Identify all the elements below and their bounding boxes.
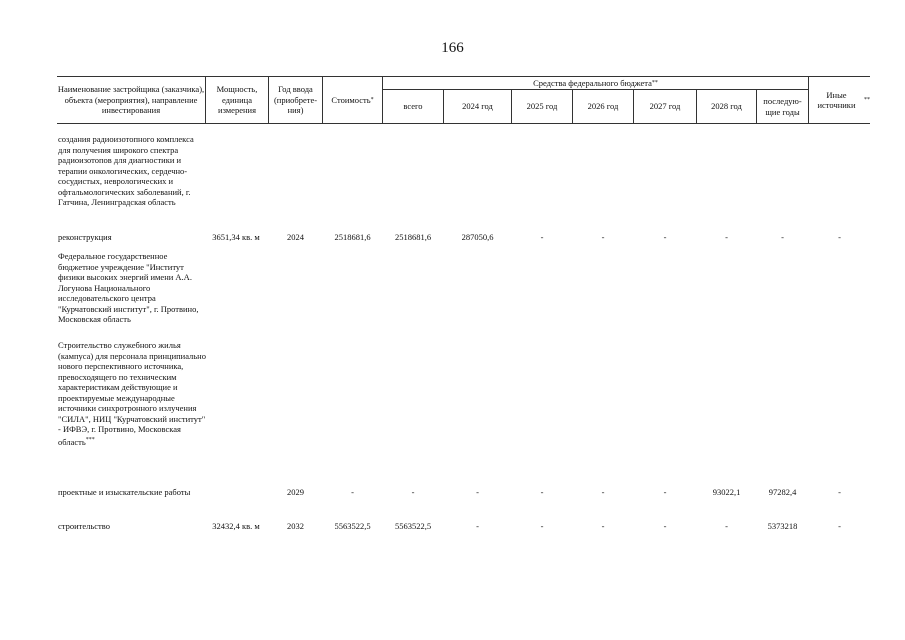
row-year: 2032 [287, 521, 304, 531]
block-description-3-text: Строительство служебного жилья (кампуса) для персонала принципиально нового перспективного источника, превосходящего по техническим характеристикам действующие и проектируемые международные источники синхротронного излучения "СИЛА", НИЦ "Курчатовский институт" - ИФВЭ, г. Протвино, Московская область [58, 340, 206, 447]
row-other: - [838, 232, 841, 242]
row-other: - [838, 487, 841, 497]
row-total: 2518681,6 [394, 232, 432, 242]
header-later: последую- щие годы [763, 96, 802, 117]
header-total: всего [403, 101, 423, 112]
row-name: реконструкция [58, 232, 112, 242]
header-federal [383, 77, 808, 89]
row-capacity: 3651,34 кв. м [212, 232, 260, 242]
header-capacity: Мощность, единица измерения [216, 84, 258, 116]
row-name: проектные и изыскательские работы [58, 487, 191, 497]
header-cost-label: Стоимость [331, 94, 371, 105]
header-cost [323, 77, 382, 123]
row-later: 5373218 [767, 521, 798, 531]
row-name: строительство [58, 521, 110, 531]
row-2027: - [663, 487, 667, 497]
header-2024: 2024 год [462, 101, 493, 112]
row-total: 5563522,5 [394, 521, 432, 531]
row-2026: - [601, 232, 605, 242]
header-other [809, 77, 870, 123]
header-other-mark: ** [864, 96, 870, 103]
row-2026: - [601, 521, 605, 531]
row-2024: 287050,6 [461, 232, 494, 242]
row-2027: - [663, 232, 667, 242]
row-2025: - [540, 521, 544, 531]
header-2025: 2025 год [526, 101, 558, 112]
row-2028: - [725, 521, 728, 531]
row-2027: - [663, 521, 667, 531]
row-year: 2024 [287, 232, 304, 242]
row-later: - [781, 232, 784, 242]
row-2025: - [540, 232, 544, 242]
header-2028: 2028 год [711, 101, 742, 112]
header-name: Наименование застройщика (заказчика), объекта (мероприятия), направление инвестирования [57, 84, 205, 116]
row-2024: - [476, 521, 479, 531]
row-year: 2029 [287, 487, 304, 497]
row-later: 97282,4 [768, 487, 797, 497]
row-2028: - [725, 232, 728, 242]
row-2026: - [601, 487, 605, 497]
page-number: 166 [441, 40, 464, 56]
row-other: - [838, 521, 841, 531]
header-federal-label: Средства федерального бюджета [533, 77, 652, 88]
header-cost-mark: * [370, 96, 374, 103]
header-2027: 2027 год [649, 101, 681, 112]
block-description-3 [58, 340, 208, 447]
row-2024: - [476, 487, 479, 497]
row-cost: 5563522,5 [334, 521, 371, 531]
header-federal-mark: ** [651, 79, 658, 86]
row-2025: - [540, 487, 544, 497]
row-2028: 93022,1 [712, 487, 741, 497]
block-description-3-mark: *** [85, 436, 95, 443]
block-description-1: создания радиоизотопного комплекса для получения широкого спектра радиоизотопов для диагностики и терапии онкологических, сердечно- сосудистых, неврологических и офтальмологических заболеваний, г. Гатчина, Ленинградская область [58, 134, 194, 207]
row-cost: - [351, 487, 354, 497]
row-capacity: 32432,4 кв. м [212, 521, 260, 531]
row-cost: 2518681,6 [334, 232, 371, 242]
header-2026: 2026 год [587, 101, 619, 112]
header-other-label: Иные источники [817, 89, 856, 110]
header-year: Год ввода (приобрете- ния) [273, 84, 318, 116]
row-total: - [411, 487, 415, 497]
block-description-2: Федеральное государственное бюджетное учреждение "Институт физики высоких энергий имени А.А. Логунова Национального исследовательского центра "Курчатовский институт", г. Протвино, Московская область [58, 251, 199, 324]
